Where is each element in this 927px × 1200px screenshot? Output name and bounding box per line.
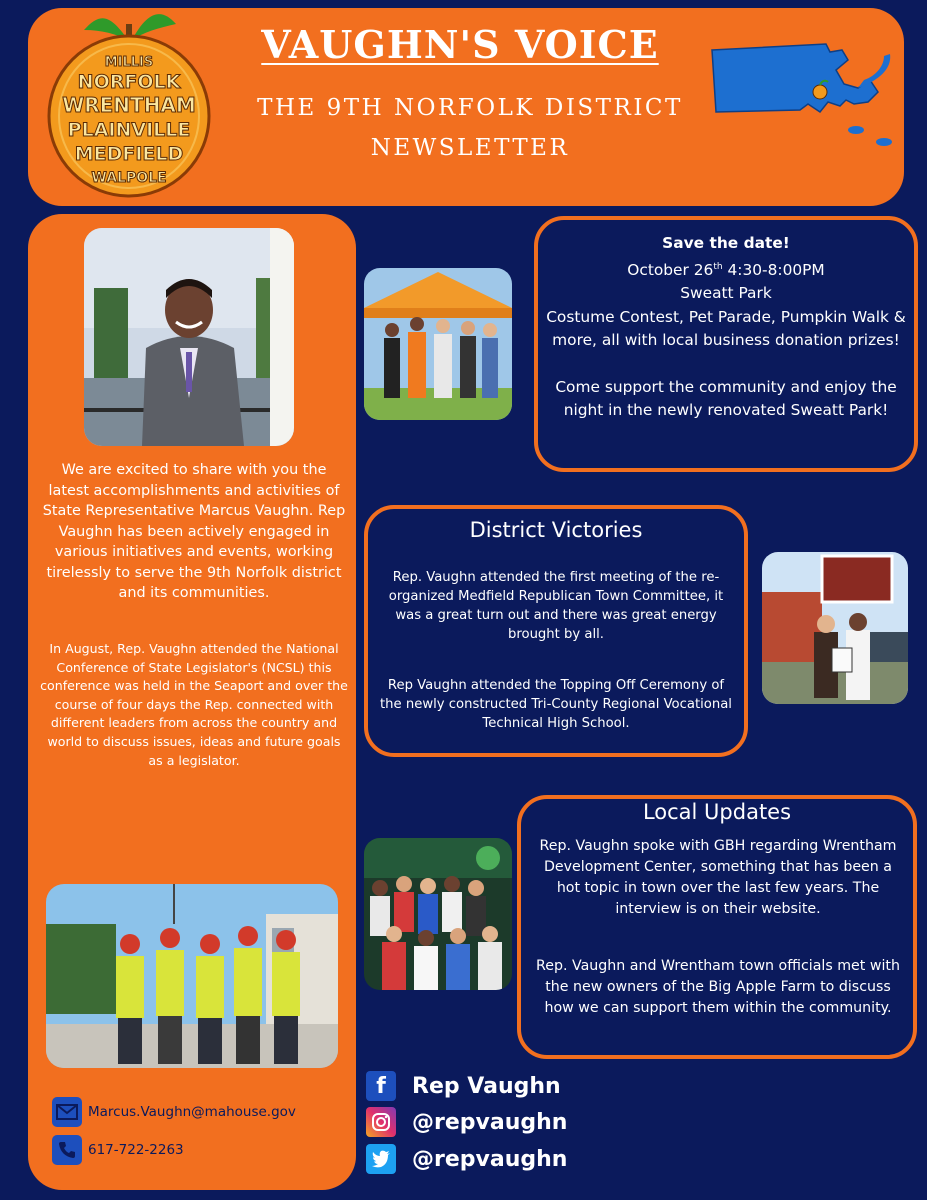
logo-town: PLAINVILLE [67, 119, 191, 141]
massachusetts-map-icon [708, 40, 898, 172]
storefront-photo [762, 552, 908, 704]
orange-logo [40, 4, 218, 200]
twitter-row[interactable] [366, 1143, 567, 1175]
facebook-icon: f [366, 1071, 396, 1101]
phone-row[interactable] [52, 1135, 184, 1165]
event-activities: Costume Contest, Pet Parade, Pumpkin Walk & more, all with local business donation prizes! [546, 307, 906, 350]
logo-town: NORFOLK [77, 71, 181, 93]
construction-site-photo [46, 884, 338, 1068]
twitter-handle[interactable]: @repvaughn [412, 1146, 568, 1172]
save-the-date-text [546, 232, 906, 423]
intro-paragraph: We are excited to share with you the latest accomplishments and activities of State Representative Marcus Vaughn. Rep Vaughn has been actively engaged in various initiatives and events, working tirelessly to serve the 9th Norfolk district and its communities. [42, 462, 346, 601]
subtitle-line: NEWSLETTER [370, 135, 570, 161]
local-updates-box [517, 795, 917, 1059]
twitter-icon [366, 1144, 396, 1174]
logo-town: WALPOLE [91, 170, 167, 186]
newsletter-subtitle [210, 88, 730, 168]
phone-icon [52, 1135, 82, 1165]
event-date-day: October 26 [627, 260, 714, 279]
event-date-suffix: th [713, 261, 723, 272]
mail-icon [52, 1097, 82, 1127]
event-date [546, 256, 906, 283]
logo-town: MEDFIELD [74, 143, 184, 165]
victory-item: Rep. Vaughn attended the first meeting of the re-organized Medfield Republican Town Committee, it was a great turn out and there was great energy brought by all. [388, 570, 724, 642]
logo-town: WRENTHAM [62, 93, 196, 117]
instagram-handle[interactable]: @repvaughn [412, 1109, 568, 1135]
email-link[interactable]: Marcus.Vaughn@mahouse.gov [88, 1104, 296, 1120]
local-updates-title: Local Updates [642, 800, 792, 824]
local-update-item: Rep. Vaughn spoke with GBH regarding Wrentham Development Center, something that has been a hot topic in town over the last few years. The interview is on their website. [539, 838, 897, 917]
subtitle-line: THE 9TH NORFOLK DISTRICT [257, 95, 683, 121]
ncsl-paragraph: In August, Rep. Vaughn attended the National Conference of State Legislator's (NCSL) this conference was held in the Seaport and over the course of four days the Rep. connected with different leaders from across the country and world to discuss issues, ideas and future goals as a legislator. [40, 641, 348, 768]
event-time: 4:30-8:00PM [722, 260, 825, 279]
event-location: Sweatt Park [680, 284, 772, 303]
newsletter-title: VAUGHN'S VOICE [261, 22, 659, 67]
phone-number[interactable]: 617-722-2263 [88, 1142, 184, 1158]
logo-town: MILLIS [104, 55, 154, 70]
group-photo [364, 838, 512, 990]
victory-item: Rep Vaughn attended the Topping Off Ceremony of the newly constructed Tri-County Regional Vocational Technical High School. [380, 678, 732, 731]
tent-event-photo [364, 268, 512, 420]
facebook-row[interactable] [366, 1070, 561, 1102]
local-update-item: Rep. Vaughn and Wrentham town officials met with the new owners of the Big Apple Farm to discuss how we can support them within the community. [536, 958, 900, 1016]
district-victories-title: District Victories [469, 518, 643, 542]
event-closing: Come support the community and enjoy the night in the newly renovated Sweatt Park! [555, 377, 897, 420]
email-row[interactable] [52, 1097, 296, 1127]
instagram-icon [366, 1107, 396, 1137]
portrait-photo [84, 228, 294, 446]
facebook-handle[interactable]: Rep Vaughn [412, 1073, 561, 1099]
instagram-row[interactable] [366, 1106, 567, 1138]
save-the-date-heading: Save the date! [662, 234, 790, 252]
